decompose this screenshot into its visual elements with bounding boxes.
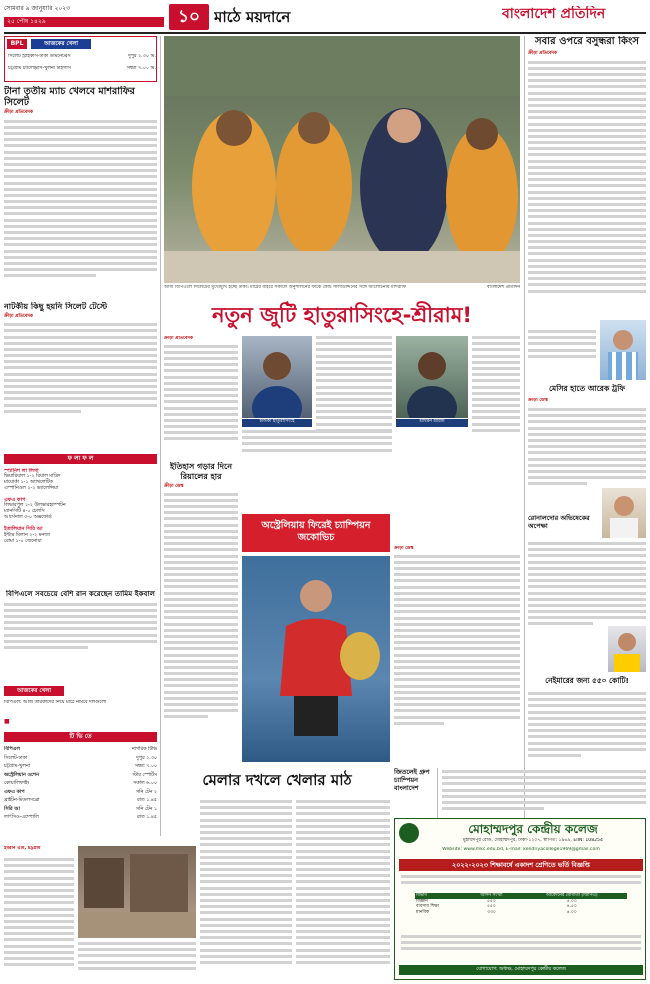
right-column-divider xyxy=(524,36,525,836)
result-group xyxy=(4,468,157,492)
table-cell: ব্যবসায় শিক্ষা xyxy=(416,904,440,909)
tv-row xyxy=(4,746,157,755)
tv-row-right: রাত ১.৪৫ xyxy=(136,815,157,820)
field-byline: ইমরান এমি, চট্টগ্রাম xyxy=(4,846,41,851)
bpl-box xyxy=(4,36,157,82)
result-line: ভিয়ারিয়াল ১-২ রিয়াল মাদ্রিদ xyxy=(4,474,61,480)
today-match-header: আজকের খেলা xyxy=(4,686,64,696)
neymar-headline: নেইমারের জন্য ৫৫০ কোটি! xyxy=(545,676,629,685)
real-story xyxy=(164,462,238,762)
hathurusingha-photo xyxy=(242,336,312,418)
result-league: স্প্যানিশ লা লিগা xyxy=(4,468,39,474)
messi-figure xyxy=(600,320,646,380)
college-name: মোহাম্মদপুর কেন্দ্রীয় কলেজ xyxy=(468,822,598,836)
jilla-body xyxy=(442,770,646,816)
main-body-3 xyxy=(472,336,520,458)
portrait-figure xyxy=(242,336,312,418)
tv-row-right: সন্ধ্যা ৭.০০ xyxy=(134,764,157,769)
brand-logo xyxy=(502,6,646,28)
natore-story xyxy=(4,302,157,452)
college-address: মুহাম্মদপুর রোড, মোহাম্মদপুর, ঢাকা-১২০৭, স্থাপিত: ১৯৬৯, EIIN: 108254 xyxy=(463,838,603,843)
result-group xyxy=(4,526,157,544)
sylhet-body xyxy=(4,120,157,278)
field-body-3 xyxy=(200,800,292,978)
result-line: ইন্টার মিলান ২-২ মনজা xyxy=(4,532,50,538)
section-title: মাঠে ময়দানে xyxy=(214,8,291,26)
natore-byline: ক্রীড়া প্রতিবেদক xyxy=(4,313,33,319)
field-fair-figure xyxy=(78,846,196,938)
tv-row-left: ব্রাইটন-মিডলসব্রো xyxy=(4,798,40,803)
djokovic-body xyxy=(394,555,520,725)
natore-headline: নাটকীয় কিছু হয়নি সিলেট টেস্টে xyxy=(4,302,108,311)
masthead-rule xyxy=(4,32,646,34)
field-body-4 xyxy=(296,800,390,978)
neymar-photo xyxy=(608,626,646,672)
admission-details xyxy=(401,935,641,961)
messi-teaser xyxy=(528,330,596,370)
lead-photo-credit: বাংলাদেশ প্রতিদিন xyxy=(460,285,520,293)
tv-row xyxy=(4,814,157,823)
table-row xyxy=(415,910,627,916)
tv-row-left: লাৎসিও-এম্পোলি xyxy=(4,815,39,820)
tv-header: টি ভি তে xyxy=(4,732,157,742)
field-photo xyxy=(78,846,196,938)
messi-byline: ক্রীড়া ডেস্ক xyxy=(528,398,548,403)
admission-notice xyxy=(401,875,641,891)
natore-body xyxy=(4,323,157,413)
kings-body xyxy=(528,61,646,293)
jilla-headline: জিতলেই গ্রুপ চ্যাম্পিয়ন বাংলাদেশ xyxy=(394,768,430,792)
result-line: লিভারপুল ২-২ উলভারহ্যাম্পটন xyxy=(4,503,66,509)
tv-row xyxy=(4,763,157,772)
table-cell: বিজ্ঞান xyxy=(416,898,428,904)
lead-photo xyxy=(164,36,520,283)
table-cell: ৪.৫০ xyxy=(566,904,577,909)
djokovic-headline: অস্ট্রেলিয়ায় ফিরেই চ্যাম্পিয়ন জকোভিচ xyxy=(261,520,371,543)
tv-row xyxy=(4,780,157,789)
tv-row xyxy=(4,772,157,781)
bpl-match-2: চট্টগ্রাম চ্যালেঞ্জার্স-খুলনা টাইগার্স xyxy=(8,66,71,71)
tv-row xyxy=(4,806,157,815)
table-header-cell: আসন সংখ্যা xyxy=(480,893,503,898)
date-line: সোমবার ৯ জানুয়ারি ২০২৩ xyxy=(4,5,71,12)
table-cell: মানবিক xyxy=(416,909,430,915)
masthead xyxy=(4,4,646,30)
tv-row-right: সকাল ৬.০০ xyxy=(133,781,157,786)
kings-story xyxy=(528,36,646,326)
main-headline: নতুন জুটি হাতুরাসিংহে-শ্রীরাম! xyxy=(211,303,473,327)
results-header: ফ লা ফ ল xyxy=(4,454,157,464)
result-league: এফএ কাপ xyxy=(4,497,26,504)
bpl-time-1: দুপুর ২.৩০ মি. xyxy=(128,54,156,59)
table-header-cell: বিভাগ xyxy=(416,893,428,898)
bpl-header: আজকের খেলা xyxy=(31,39,91,49)
bpl-match-1: সিলেট স্ট্রাইকার্স-ঢাকা ডমিনেটরস xyxy=(8,54,71,59)
main-body-1 xyxy=(164,345,238,441)
djokovic-story xyxy=(394,546,520,762)
tv-row xyxy=(4,755,157,764)
tv-row xyxy=(4,797,157,806)
table-cell: ৫.০০ xyxy=(566,898,577,904)
kings-headline: সবার ওপরে বসুন্ধরা কিংস xyxy=(535,36,639,47)
tv-row-left: এফএ কাপ xyxy=(4,789,25,795)
real-body xyxy=(164,493,238,719)
table-cell: ৫৫০ xyxy=(487,898,496,904)
sylhet-story xyxy=(4,86,157,306)
today-match-note xyxy=(4,718,157,728)
djokovic-figure xyxy=(242,556,390,762)
tv-row xyxy=(4,789,157,798)
tv-row-right: সনি টেন ১ xyxy=(136,806,157,812)
lead-photo-figures xyxy=(164,36,520,283)
result-line: ম্যানসিটি ৪-০ চেলসি xyxy=(4,509,45,515)
kings-byline: ক্রীড়া প্রতিবেদক xyxy=(528,51,557,56)
table-header-cell: আবেদনের যোগ্যতা (জিপিএ) xyxy=(545,893,598,898)
college-contacts: Website: www.mkc.edu.bd, E-mail: kendriyacollege1969@gmail.com xyxy=(442,847,600,852)
college-logo-icon xyxy=(399,823,419,843)
tv-row-left: বিপিএল xyxy=(4,747,20,752)
today-match-caption: বিপিএল: আজ তারকাদের নিয়ে মাঠে নামবে দলগুলো xyxy=(4,700,107,705)
djokovic-photo xyxy=(242,556,390,762)
table-cell: ৪.০০ xyxy=(566,909,577,915)
sylhet-headline: টানা তৃতীয় ম্যাচ খেলবে মাশরাফির সিলেট xyxy=(4,86,135,108)
tv-row-left: চট্টগ্রাম-খুলনা xyxy=(4,764,30,769)
neymar-body xyxy=(528,692,646,768)
page-number: ১০ xyxy=(169,4,209,30)
ad-footer: যোগাযোগ: অধ্যক্ষ, মোহাম্মদপুর কেন্দ্রীয় কলেজ xyxy=(399,965,643,975)
tv-row-right: নাগরিক টিভি xyxy=(131,747,157,752)
college-ad xyxy=(394,818,646,980)
ronaldo-body xyxy=(528,542,646,638)
sriram-label: শ্রীধরন শ্রীরাম xyxy=(396,419,468,427)
results-list xyxy=(4,468,157,586)
real-byline: ক্রীড়া ডেস্ক xyxy=(164,484,184,489)
result-line: এস্পানিওল ২-২ ভ্যালেন্সিয়া xyxy=(4,486,59,492)
brand-name: বাংলাদেশ প্রতিদিন xyxy=(502,6,606,22)
admission-table xyxy=(415,893,627,915)
main-byline: ক্রীড়া প্রতিবেদক xyxy=(164,336,193,341)
ronaldo-figure xyxy=(602,488,646,538)
field-headline: মেলার দখলে খেলার মাঠ xyxy=(202,771,352,789)
messi-body xyxy=(528,408,646,498)
tv-row-left: কোয়ালিফাইং xyxy=(4,781,30,786)
main-body-4 xyxy=(242,430,392,458)
djokovic-headline-box xyxy=(242,514,390,552)
admission-banner: ২০২২-২০২৩ শিক্ষাবর্ষে একাদশ শ্রেণিতে ভর্তি বিজ্ঞপ্তি xyxy=(399,859,643,871)
date-line-secondary: ২৫ পৌষ ১৪২৯ xyxy=(4,17,164,27)
table-cell: ৫৫০ xyxy=(487,904,496,909)
tv-row-left: সিরি আ xyxy=(4,806,20,812)
result-league: ইতালিয়ান সিরি আ xyxy=(4,526,43,533)
hathurusingha-label: চন্ডিকা হাতুরাসিংহে xyxy=(242,419,312,427)
main-story-col1 xyxy=(164,336,238,458)
tv-list xyxy=(4,746,157,838)
ronaldo-photo xyxy=(602,488,646,538)
result-group xyxy=(4,497,157,521)
table-cell: ৩৩০ xyxy=(487,909,496,915)
bullet-icon: ■ xyxy=(4,718,10,725)
tv-row-left: অস্ট্রেলিয়ান ওপেন xyxy=(4,772,39,778)
portrait-figure xyxy=(396,336,468,418)
bpl-time-2: সন্ধ্যা ৭.০০ মি. xyxy=(126,66,156,71)
tv-row-right: দুপুর ২.৩০ xyxy=(136,755,157,761)
tv-row-right: স্টার স্পোর্টস xyxy=(132,772,157,778)
result-line: মায়োর্কা ১-১ অ্যাথলেটিক xyxy=(4,480,53,486)
real-headline: ইতিহাস গড়ার দিনে রিয়ালের হার xyxy=(170,462,232,481)
left-column-divider xyxy=(160,36,161,836)
tamim-headline: বিপিএলে সবচেয়ে বেশি রান করেছেন তামিম ইকবাল xyxy=(5,590,156,598)
result-line: আর্সেনাল ৩-০ অক্সফোর্ড xyxy=(4,515,52,521)
tv-row-left: সিলেট-ঢাকা xyxy=(4,755,28,761)
tv-row-right: সনি টেন ২ xyxy=(136,789,157,795)
result-line: রোমা ১-০ জেনোয়া xyxy=(4,538,42,544)
neymar-figure xyxy=(608,626,646,672)
tv-row-right: রাত ১.৪৫ xyxy=(136,798,157,803)
sriram-photo xyxy=(396,336,468,418)
sylhet-byline: ক্রীড়া প্রতিবেদক xyxy=(4,110,33,115)
bpl-badge: BPL xyxy=(7,39,27,49)
djokovic-byline: ক্রীড়া ডেস্ক xyxy=(394,546,414,551)
tamim-story xyxy=(4,590,157,682)
ronaldo-headline: রোনালদোর অভিষেকের অপেক্ষা xyxy=(528,514,590,530)
field-body-2 xyxy=(78,942,196,978)
tamim-body xyxy=(4,603,157,649)
messi-headline: মেসির হাতে আরেক ট্রফি xyxy=(548,384,626,393)
caption-text: আজ বিপিএলে সিলেটের মুখোমুখি হচ্ছে ঢাকা। মাঠের বাইরে সকালে অনুশীলনের ফাঁকে কোচ সালাউদ্দিনের সঙ্গে আলোচনায় মাশরাফি xyxy=(164,285,407,290)
messi-photo xyxy=(600,320,646,380)
field-body-1 xyxy=(4,858,74,978)
